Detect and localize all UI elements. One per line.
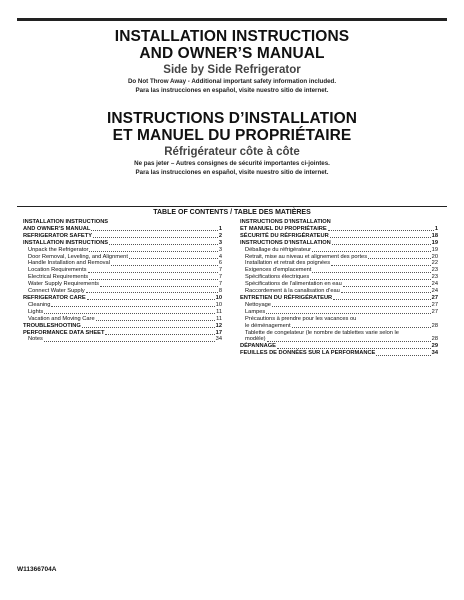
toc-leader-dots xyxy=(111,265,218,266)
toc-entry-label: Précautions à prendre pour les vacances ou xyxy=(245,315,357,322)
toc-leader-dots xyxy=(292,327,431,328)
toc-entry[interactable] xyxy=(23,330,222,337)
toc-entry[interactable] xyxy=(240,267,438,274)
english-subtitle: Side by Side Refrigerator xyxy=(163,64,301,76)
toc-leader-dots xyxy=(343,286,431,287)
toc-entry-page: 3 xyxy=(218,239,222,246)
french-subtitle: Réfrigérateur côte à côte xyxy=(164,146,300,158)
toc-entry-label: Lampes xyxy=(245,308,266,315)
french-note-line2: Para las instrucciones en español, visite nuestro sitio de internet. xyxy=(135,169,329,176)
toc-entry-label: DÉPANNAGE xyxy=(240,343,276,350)
toc-entry-label: Water Supply Requirements xyxy=(28,281,99,288)
toc-entry-label: Nettoyage xyxy=(245,301,271,308)
toc-entry-label: PERFORMANCE DATA SHEET xyxy=(23,329,105,336)
toc-entry-label: Electrical Requirements xyxy=(28,274,89,281)
toc-entry-label: Déballage du réfrigérateur xyxy=(245,246,312,253)
toc-entry-label: Handle Installation and Removal xyxy=(28,260,110,267)
toc-entry[interactable] xyxy=(23,240,222,247)
toc-entry-page: 7 xyxy=(218,274,222,281)
toc-entry-label: Connect Water Supply xyxy=(28,288,85,295)
toc-entry-page: 22 xyxy=(431,260,438,267)
toc-entry-page: 7 xyxy=(218,281,222,288)
toc-leader-dots xyxy=(312,272,430,273)
toc-leader-dots xyxy=(109,244,218,245)
toc-entry-page: 7 xyxy=(218,267,222,274)
toc-leader-dots xyxy=(310,279,430,280)
toc-entry-page: 3 xyxy=(218,246,222,253)
toc-entry-label: Notes xyxy=(28,336,43,343)
toc-leader-dots xyxy=(332,244,431,245)
toc-entry-page: 10 xyxy=(215,294,222,301)
toc-leader-dots xyxy=(51,306,214,307)
toc-entry-label: Raccordement à la canalisation d’eau xyxy=(245,288,340,295)
toc-leader-dots xyxy=(87,299,215,300)
toc-entry-page: 24 xyxy=(431,281,438,288)
toc-entry-label: Location Requirements xyxy=(28,267,87,274)
toc-entry[interactable] xyxy=(240,302,438,309)
toc-entry[interactable] xyxy=(240,226,438,233)
toc-entry[interactable] xyxy=(23,267,222,274)
toc-leader-dots xyxy=(312,251,431,252)
document-number: W11366704A xyxy=(17,566,57,573)
toc-leader-dots xyxy=(267,341,431,342)
toc-entry-page: 27 xyxy=(431,294,438,301)
toc-entry-label: le déménagement xyxy=(245,322,291,329)
toc-entry-label: Door Removal, Leveling, and Alignment xyxy=(28,253,128,260)
toc-entry-label: Cleaning xyxy=(28,301,51,308)
toc-entry[interactable] xyxy=(23,233,222,240)
toc-entry-label: TROUBLESHOOTING xyxy=(23,322,81,329)
toc-entry-page: 20 xyxy=(431,253,438,260)
toc-entry-page: 2 xyxy=(218,232,222,239)
toc-entry[interactable] xyxy=(240,295,438,302)
toc-entry-label: Exigences d’emplacement xyxy=(245,267,312,274)
toc-leader-dots xyxy=(129,258,218,259)
toc-entry-label: Spécifications électriques xyxy=(245,274,310,281)
toc-entry[interactable] xyxy=(23,302,222,309)
toc-right-column xyxy=(240,219,438,357)
toc-entry[interactable] xyxy=(240,254,438,261)
french-note-line1: Ne pas jeter – Autres consignes de sécurité importantes ci-jointes. xyxy=(134,160,330,167)
toc-entry-label: Unpack the Refrigerator xyxy=(28,246,89,253)
toc-entry-label: ET MANUEL DU PROPRIÉTAIRE xyxy=(240,225,327,232)
toc-entry-label: INSTRUCTIONS D’INSTALLATION xyxy=(240,239,331,246)
toc-entry[interactable] xyxy=(240,274,438,281)
toc-entry-page: 19 xyxy=(431,239,438,246)
english-note-line1: Do Not Throw Away - Additional important safety information included. xyxy=(127,78,337,85)
toc-entry-page: 11 xyxy=(216,315,222,322)
toc-entry-page: 23 xyxy=(431,267,438,274)
toc-entry-page: 6 xyxy=(218,260,222,267)
toc-entry-label: REFRIGERATOR CARE xyxy=(23,294,86,301)
toc-leader-dots xyxy=(341,292,431,293)
toc-entry-label: REFRIGERATOR SAFETY xyxy=(23,232,92,239)
toc-leader-dots xyxy=(89,279,218,280)
toc-entry[interactable] xyxy=(23,247,222,254)
toc-entry-page: 28 xyxy=(431,336,438,343)
toc-entry-page: 11 xyxy=(216,308,222,315)
toc-left-first-line: INSTALLATION INSTRUCTIONS xyxy=(23,219,109,225)
toc-entry-label: ENTRETIEN DU RÉFRIGÉRATEUR xyxy=(240,294,333,301)
toc-entry[interactable] xyxy=(23,254,222,261)
toc-leader-dots xyxy=(272,306,431,307)
toc-entry[interactable] xyxy=(240,260,438,267)
toc-entry-page: 24 xyxy=(431,288,438,295)
english-header xyxy=(17,28,447,95)
toc-entry-page: 4 xyxy=(218,253,222,260)
toc-heading: TABLE OF CONTENTS / TABLE DES MATIÈRES xyxy=(153,209,311,216)
toc-leader-dots xyxy=(368,258,431,259)
toc-leader-dots xyxy=(44,313,215,314)
toc-leader-dots xyxy=(100,286,218,287)
toc-entry-page: 10 xyxy=(215,301,222,308)
toc-entry[interactable] xyxy=(240,309,438,316)
toc-entry-label: Retrait, mise au niveau et alignement des portes xyxy=(245,253,368,260)
toc-entry-label: Installation et retrait des poignées xyxy=(245,260,331,267)
toc-entry-label: Spécifications de l’alimentation en eau xyxy=(245,281,342,288)
toc-entry-label: AND OWNER’S MANUAL xyxy=(23,225,91,232)
toc-entry[interactable] xyxy=(240,323,438,330)
toc-entry[interactable] xyxy=(240,247,438,254)
toc-entry-label: Lights xyxy=(28,308,44,315)
toc-entry-label: Tablette de congelateur (le nombre de tablettes varie selon le xyxy=(245,329,399,336)
toc-leader-dots xyxy=(96,320,215,321)
toc-entry[interactable] xyxy=(23,288,222,295)
toc-leader-dots xyxy=(44,341,215,342)
toc-leader-dots xyxy=(376,355,430,356)
toc-entry[interactable] xyxy=(23,260,222,267)
toc-entry-label: Vacation and Moving Care xyxy=(28,315,95,322)
toc-entry[interactable] xyxy=(240,240,438,247)
toc-entry-label: modèle) xyxy=(245,336,266,343)
toc-leader-dots xyxy=(88,272,218,273)
toc-entry-label: FEUILLES DE DONNÉES SUR LA PERFORMANCE xyxy=(240,350,376,357)
toc-entry-page: 1 xyxy=(218,225,222,232)
toc-entry-page: 19 xyxy=(431,246,438,253)
english-note-line2: Para las instrucciones en español, visite nuestro sitio de internet. xyxy=(135,87,329,94)
toc-entry-page: 27 xyxy=(431,301,438,308)
toc-entry-page: 18 xyxy=(431,232,438,239)
toc-entry[interactable] xyxy=(240,288,438,295)
english-title-line1: INSTALLATION INSTRUCTIONS xyxy=(114,28,350,45)
toc-entry-label: INSTALLATION INSTRUCTIONS xyxy=(23,239,109,246)
toc-entry[interactable] xyxy=(240,281,438,288)
toc-leader-dots xyxy=(93,237,218,238)
toc-entry-page: 28 xyxy=(431,322,438,329)
toc-entry-page: 12 xyxy=(215,322,222,329)
toc-leader-dots xyxy=(330,237,431,238)
toc-entry[interactable] xyxy=(23,336,222,343)
english-title-line2: AND OWNER’S MANUAL xyxy=(139,45,325,62)
toc-leader-dots xyxy=(331,265,431,266)
toc-entry[interactable] xyxy=(23,309,222,316)
toc-leader-dots xyxy=(89,251,217,252)
toc-entry-page: 34 xyxy=(431,350,438,357)
toc-entry-page: 23 xyxy=(431,274,438,281)
french-title-line2: ET MANUEL DU PROPRIÉTAIRE xyxy=(112,127,352,144)
toc-right-first-line: INSTRUCTIONS D’INSTALLATION xyxy=(240,219,331,225)
toc-entry-page: 34 xyxy=(215,336,222,343)
toc-entry[interactable] xyxy=(240,233,438,240)
toc-leader-dots xyxy=(82,327,215,328)
toc-leader-dots xyxy=(91,230,218,231)
toc-leader-dots xyxy=(277,348,431,349)
toc-entry-page: 8 xyxy=(218,288,222,295)
toc-entry[interactable] xyxy=(23,316,222,323)
french-header xyxy=(17,110,447,177)
toc-entry[interactable] xyxy=(23,281,222,288)
toc-left-column xyxy=(23,219,222,343)
toc-entry[interactable] xyxy=(23,295,222,302)
toc-leader-dots xyxy=(86,292,218,293)
toc-leader-dots xyxy=(105,334,214,335)
toc-entry[interactable] xyxy=(23,274,222,281)
toc-entry[interactable] xyxy=(240,350,438,357)
toc-entry[interactable] xyxy=(23,226,222,233)
toc-right-items xyxy=(240,226,438,357)
toc-entry-page: 17 xyxy=(215,329,222,336)
toc-leader-dots xyxy=(333,299,431,300)
toc-leader-dots xyxy=(328,230,434,231)
french-title-line1: INSTRUCTIONS D’INSTALLATION xyxy=(106,110,358,127)
toc-entry-label: SÉCURITÉ DU RÉFRIGÉRATEUR xyxy=(240,232,329,239)
toc-leader-dots xyxy=(266,313,430,314)
toc-entry-page: 29 xyxy=(431,343,438,350)
toc-left-items xyxy=(23,226,222,343)
top-rule xyxy=(17,18,447,21)
toc-rule xyxy=(17,206,447,207)
toc-entry-page: 1 xyxy=(434,225,438,232)
toc-entry[interactable] xyxy=(23,323,222,330)
toc-entry-page: 27 xyxy=(431,308,438,315)
